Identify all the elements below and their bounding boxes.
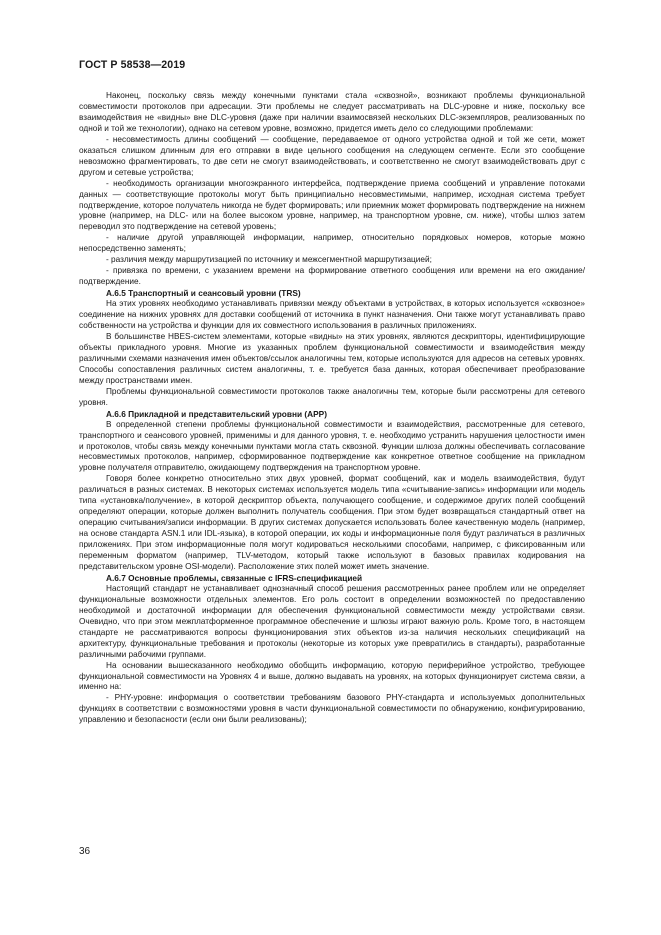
paragraph: В большинстве HBES-систем элементами, которые «видны» на этих уровнях, являются дескрипторы, идентифицирующие объекты прикладного уровня. Многие из указанных проблем функциональной совместимости и взаимодействия между различными схемами назначения имен объектов/ссылок аналогичны тем, которые используются для адресов на сетевых уровнях. Способы сопоставления различных систем аналогичны, т. е. требуется база данных, которая обеспечивает преобразование между пространствами имен. <box>79 331 585 385</box>
paragraph: - наличие другой управляющей информации, например, относительно порядковых номеров, которые можно непосредственно заменять; <box>79 233 585 254</box>
document-body <box>79 91 585 726</box>
paragraph: На основании вышесказанного необходимо обобщить информацию, которую периферийное устройство, требующее функциональной совместимости на Уровнях 4 и выше, должно выдавать на уровнях, на которых функционирует система связи, а именно на: <box>79 660 585 692</box>
paragraph: - привязка по времени, с указанием времени на формирование ответного сообщения или времени на его ожидание/подтверждение. <box>79 266 585 287</box>
paragraph: - различия между маршрутизацией по источнику и межсегментной маршрутизацией; <box>106 255 432 265</box>
section-heading: А.6.6 Прикладной и представительский уровни (APP) <box>106 408 327 419</box>
paragraph: Говоря более конкретно относительно этих двух уровней, формат сообщений, как и модель взаимодействия, будут различаться в разных системах. В некоторых системах используется модель типа «считывание-запись» информации или модель типа «установка/получение», в которой дескриптор объекта, получающего сообщение, и содержимое других полей сообщений определяют операции, которые должен выполнить получатель сообщения. При этом будет возвращаться стандартный ответ на операцию считывания/записи информации. В других системах допускается использовать более качественную модель (например, на основе стандарта ASN.1 или IDL-языка), в которой операции, их коды и информационные поля будут различаться в различных приложениях. При этом информационные поля могут кодироваться несколькими способами, например, с фиксированным или переменным форматом (например, TLV-методом, который также используют в базовых правилах кодирования на представительском уровне OSI-модели). Расположение этих полей может иметь значение. <box>79 474 585 571</box>
paragraph: Настоящий стандарт не устанавливает однозначный способ решения рассмотренных ранее проблем или не определяет функциональные возможности отдельных элементов. Его роль состоит в определении возможностей по предоставлению необходимой и достаточной информации для обеспечения функциональной совместимости между устройствами связи. Очевидно, что при этом межплатформенное программное обеспечение и шлюзы играют важную роль. Кроме того, в настоящем стандарте не рассматриваются вопросы функционирования этих объектов из-за наличия нескольких спецификаций на архитектуру, функциональные требования и протоколы (некоторые из которых уже превратились в стандарты), разработанные различными рабочими группами. <box>79 583 585 659</box>
paragraph: - несовместимость длины сообщений — сообщение, передаваемое от одного устройства одной и той же сети, может оказаться слишком длинным для его отправки в виде цельного сообщения на следующем сегменте. Если это сообщение невозможно фрагментировать, то две сети не смогут взаимодействовать, и соответственно не смогут взаимодействовать друг с другом и сетевые устройства; <box>79 134 585 177</box>
paragraph: В определенной степени проблемы функциональной совместимости и взаимодействия, рассмотренные для сетевого, транспортного и сеансового уровней, применимы и для данного уровня, т. е. необходимо устранить нарушения целостности имен и протоколов, чтобы связь между конечными пунктами могла стать сквозной. Функции шлюза должны обеспечивать согласование несовместимых протоколов, например, сформированное подтверждение как конкретное ответное сообщение на прикладном уровне получателя отправителю, ожидающему подтверждения на транспортном уровне. <box>79 419 585 473</box>
paragraph: На этих уровнях необходимо устанавливать привязки между объектами в устройствах, в которых используется «сквозное» соединение на нижних уровнях для доставки сообщений от источника в пункт назначения. Они также могут устанавливать право собственности на устройства и функции для их совместного использования в различных приложениях. <box>79 299 585 331</box>
section-heading: А.6.5 Транспортный и сеансовый уровни (TRS) <box>106 288 301 299</box>
paragraph: - необходимость организации многоэкранного интерфейса, подтверждение приема сообщений и управление потоками данных — соответствующие протоколы могут быть принципиально несовместимыми, например, исходная система требует подтверждение, которое получатель никогда не будет формировать; или приемник может формировать подтверждение на нижнем уровне (например, на DLC- или на более высоком уровне, например, на транспортном уровне, см. ниже), чтобы шлюз затем переводил это подтверждение на сетевой уровень; <box>79 178 585 232</box>
paragraph: Проблемы функциональной совместимости протоколов также аналогичны тем, которые были рассмотрены для сетевого уровня. <box>79 386 585 407</box>
paragraph: Наконец, поскольку связь между конечными пунктами стала «сквозной», возникают проблемы функциональной совместимости протоколов при адресации. Эти проблемы не следует рассматривать на DLC-уровне и ниже, поскольку все взаимодействия не «видны» вне DLC-уровня (даже при наличии взаимосвязей нескольких DLC-экземпляров, реализованных по одной и той же технологии), однако на сетевом уровне, возможно, придется иметь дело со следующими проблемами: <box>79 91 585 133</box>
paragraph: - PHY-уровне: информация о соответствии требованиям базового PHY-стандарта и используемых дополнительных функциях в соответствии с возможностями уровня в части функциональной совместимости по обнаружению, конфигурированию, управлению и безопасности (если они были реализованы); <box>79 693 585 725</box>
section-heading: А.6.7 Основные проблемы, связанные с IFRS-спецификацией <box>106 572 363 583</box>
page-number: 36 <box>79 846 91 857</box>
document-header: ГОСТ Р 58538—2019 <box>79 59 186 71</box>
